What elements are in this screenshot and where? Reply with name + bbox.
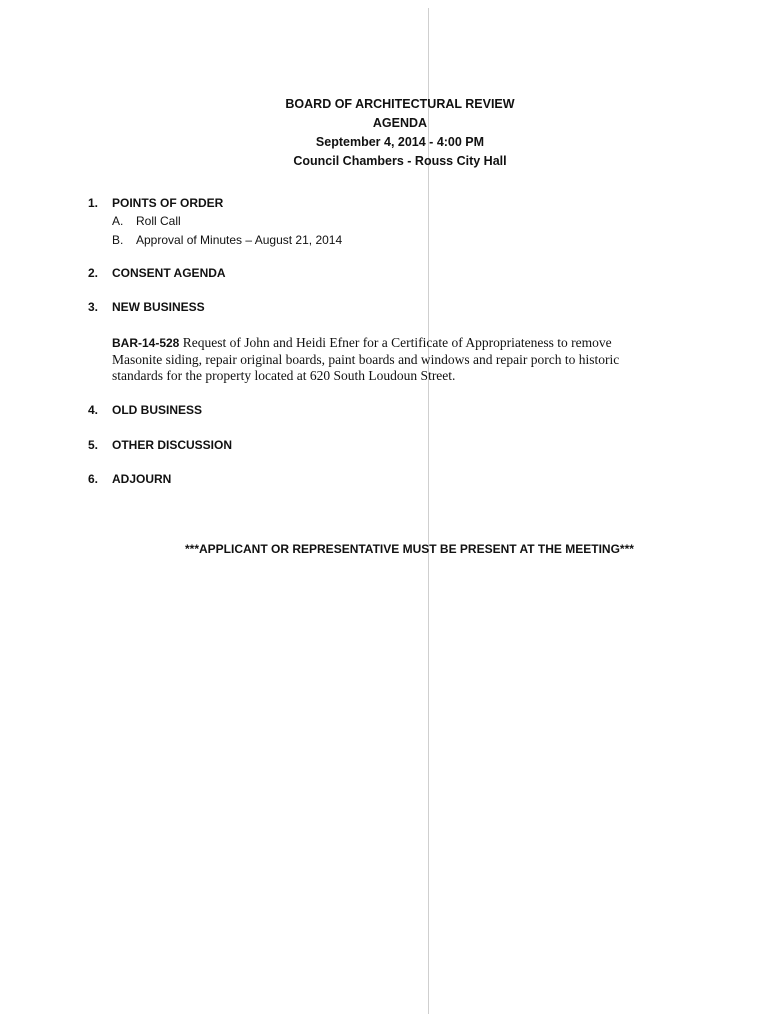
case-description: Request of John and Heidi Efner for a Certificate of Appropriateness to remove Masonite siding, repair original boards, paint boards and windows and repair porch to historic standards for the property located at 620 South Loudoun Street.	[112, 335, 620, 383]
section-consent-agenda	[88, 266, 226, 280]
agenda-header	[270, 95, 530, 171]
section-other-discussion	[88, 438, 232, 452]
section-number: 4.	[88, 403, 99, 417]
section-new-business	[88, 300, 205, 314]
board-title: BOARD OF ARCHITECTURAL REVIEW	[285, 97, 515, 111]
item-letter: B.	[112, 233, 124, 247]
section-number: 6.	[88, 472, 99, 486]
item-text: Roll Call	[136, 214, 181, 228]
new-business-item	[112, 335, 642, 385]
item-roll-call	[112, 214, 181, 228]
meeting-datetime: September 4, 2014 - 4:00 PM	[315, 135, 485, 149]
section-number: 2.	[88, 266, 99, 280]
section-old-business	[88, 403, 202, 417]
attendance-notice: ***APPLICANT OR REPRESENTATIVE MUST BE PRESENT AT THE MEETING***	[185, 542, 634, 556]
section-number: 3.	[88, 300, 99, 314]
section-title: OLD BUSINESS	[112, 403, 203, 417]
section-title: OTHER DISCUSSION	[112, 438, 233, 452]
case-number: BAR-14-528	[112, 336, 180, 350]
section-title: ADJOURN	[112, 472, 172, 486]
item-letter: A.	[112, 214, 124, 228]
section-title: CONSENT AGENDA	[112, 266, 226, 280]
section-title: POINTS OF ORDER	[112, 196, 224, 210]
agenda-label: AGENDA	[372, 116, 428, 130]
meeting-location: Council Chambers - Rouss City Hall	[293, 154, 507, 168]
section-adjourn	[88, 472, 171, 486]
item-text: Approval of Minutes – August 21, 2014	[136, 233, 343, 247]
section-points-of-order	[88, 196, 223, 210]
section-title: NEW BUSINESS	[112, 300, 205, 314]
section-number: 1.	[88, 196, 99, 210]
section-number: 5.	[88, 438, 99, 452]
item-approval-of-minutes	[112, 233, 342, 247]
